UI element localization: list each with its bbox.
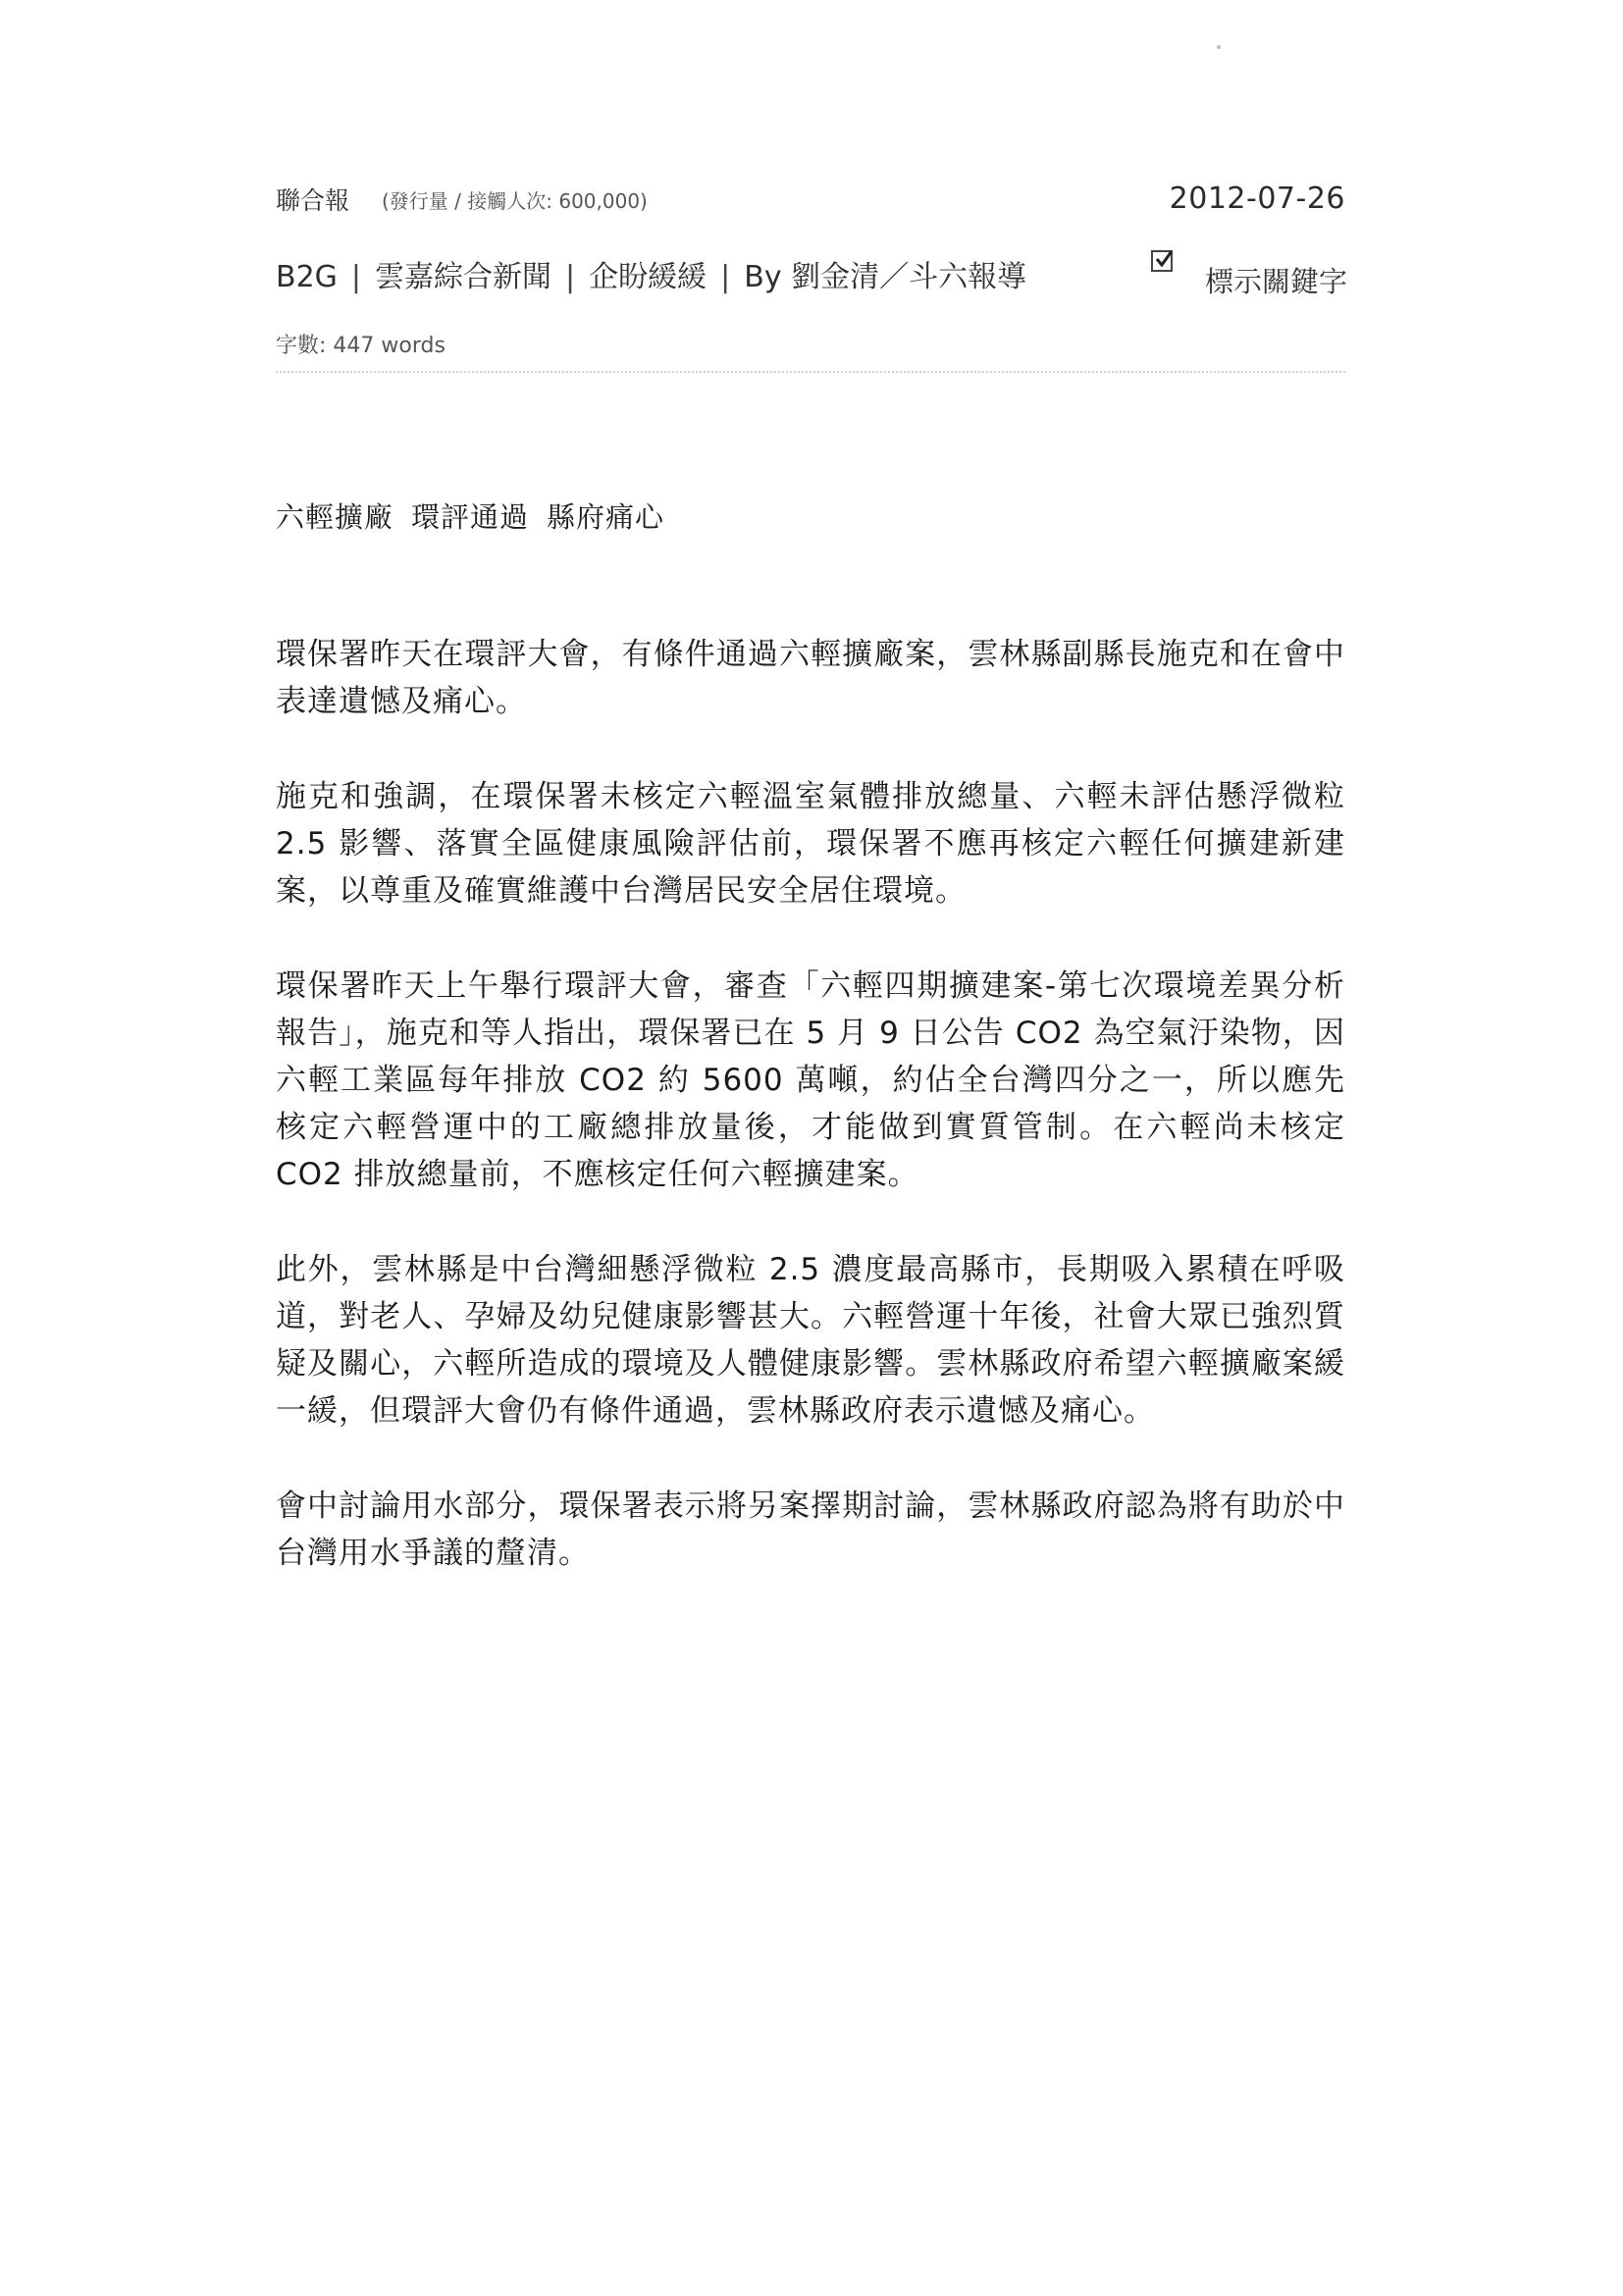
- section-name: 雲嘉綜合新聞: [375, 260, 552, 294]
- header-count-row: [276, 327, 1345, 356]
- headline-part: 縣府痛心: [547, 500, 665, 534]
- newspaper-name: 聯合報: [276, 186, 350, 215]
- article-paragraph: 此外，雲林縣是中台灣細懸浮微粒 2.5 濃度最高縣市，長期吸入累積在呼吸道，對老人、孕婦及幼兒健康影響甚大。六輕營運十年後，社會大眾已強烈質疑及關心，六輕所造成的環境及人體健康影響。雲林縣政府希望六輕擴廠案緩一緩，但環評大會仍有條件通過，雲林縣政府表示遺憾及痛心。: [276, 1252, 1345, 1429]
- headline-part: 環評通過: [411, 500, 530, 534]
- article-paragraph: 會中討論用水部分，環保署表示將另案擇期討論，雲林縣政府認為將有助於中台灣用水爭議的釐清。: [276, 1488, 1345, 1571]
- article-paragraph: 環保署昨天上午舉行環評大會，審查「六輕四期擴建案-第七次環境差異分析報告」，施克和等人指出，環保署已在 5 月 9 日公告 CO2 為空氣汙染物，因六輕工業區每年排放 CO2 約 5600 萬噸，約佔全台灣四分之一，所以應先核定六輕營運中的工廠總排放量後，才能做到實質管制。在六輕尚未核定 CO2 排放總量前，不應核定任何六輕擴建案。: [276, 968, 1345, 1192]
- header-divider: [276, 371, 1345, 373]
- news-clipping: [276, 0, 1348, 2296]
- highlight-keywords-toggle[interactable]: [1151, 250, 1348, 299]
- highlight-keywords-label: 標示關鍵字: [1205, 265, 1348, 298]
- meta-separator: |: [565, 260, 576, 294]
- publish-date: 2012-07-26: [1169, 182, 1345, 216]
- word-count: 字數: 447 words: [276, 334, 445, 358]
- article-body: [276, 631, 1345, 1625]
- article-meta: [276, 252, 1026, 295]
- article-paragraph: 施克和強調，在環保署未核定六輕溫室氣體排放總量、六輕未評估懸浮微粒 2.5 影響、落實全區健康風險評估前，環保署不應再核定六輕任何擴建新建案，以尊重及確實維護中台灣居民安全居住環境。: [276, 779, 1345, 909]
- article-paragraph: 環保署昨天在環評大會，有條件通過六輕擴廠案，雲林縣副縣長施克和在會中表達遺憾及痛心。: [276, 637, 1345, 719]
- byline: By 劉金清／斗六報導: [744, 260, 1027, 294]
- headline-part: 六輕擴廠: [276, 500, 394, 534]
- checkbox-checked-icon[interactable]: [1151, 250, 1173, 272]
- page-code: B2G: [276, 260, 338, 294]
- header-top-row: [276, 180, 1345, 219]
- column-name: 企盼緩緩: [589, 260, 707, 294]
- header-meta-row: [276, 250, 1348, 299]
- meta-separator: |: [720, 260, 731, 294]
- meta-separator: |: [350, 260, 362, 294]
- circulation-info: (發行量 / 接觸人次: 600,000): [382, 189, 648, 213]
- article-headline: [276, 496, 664, 536]
